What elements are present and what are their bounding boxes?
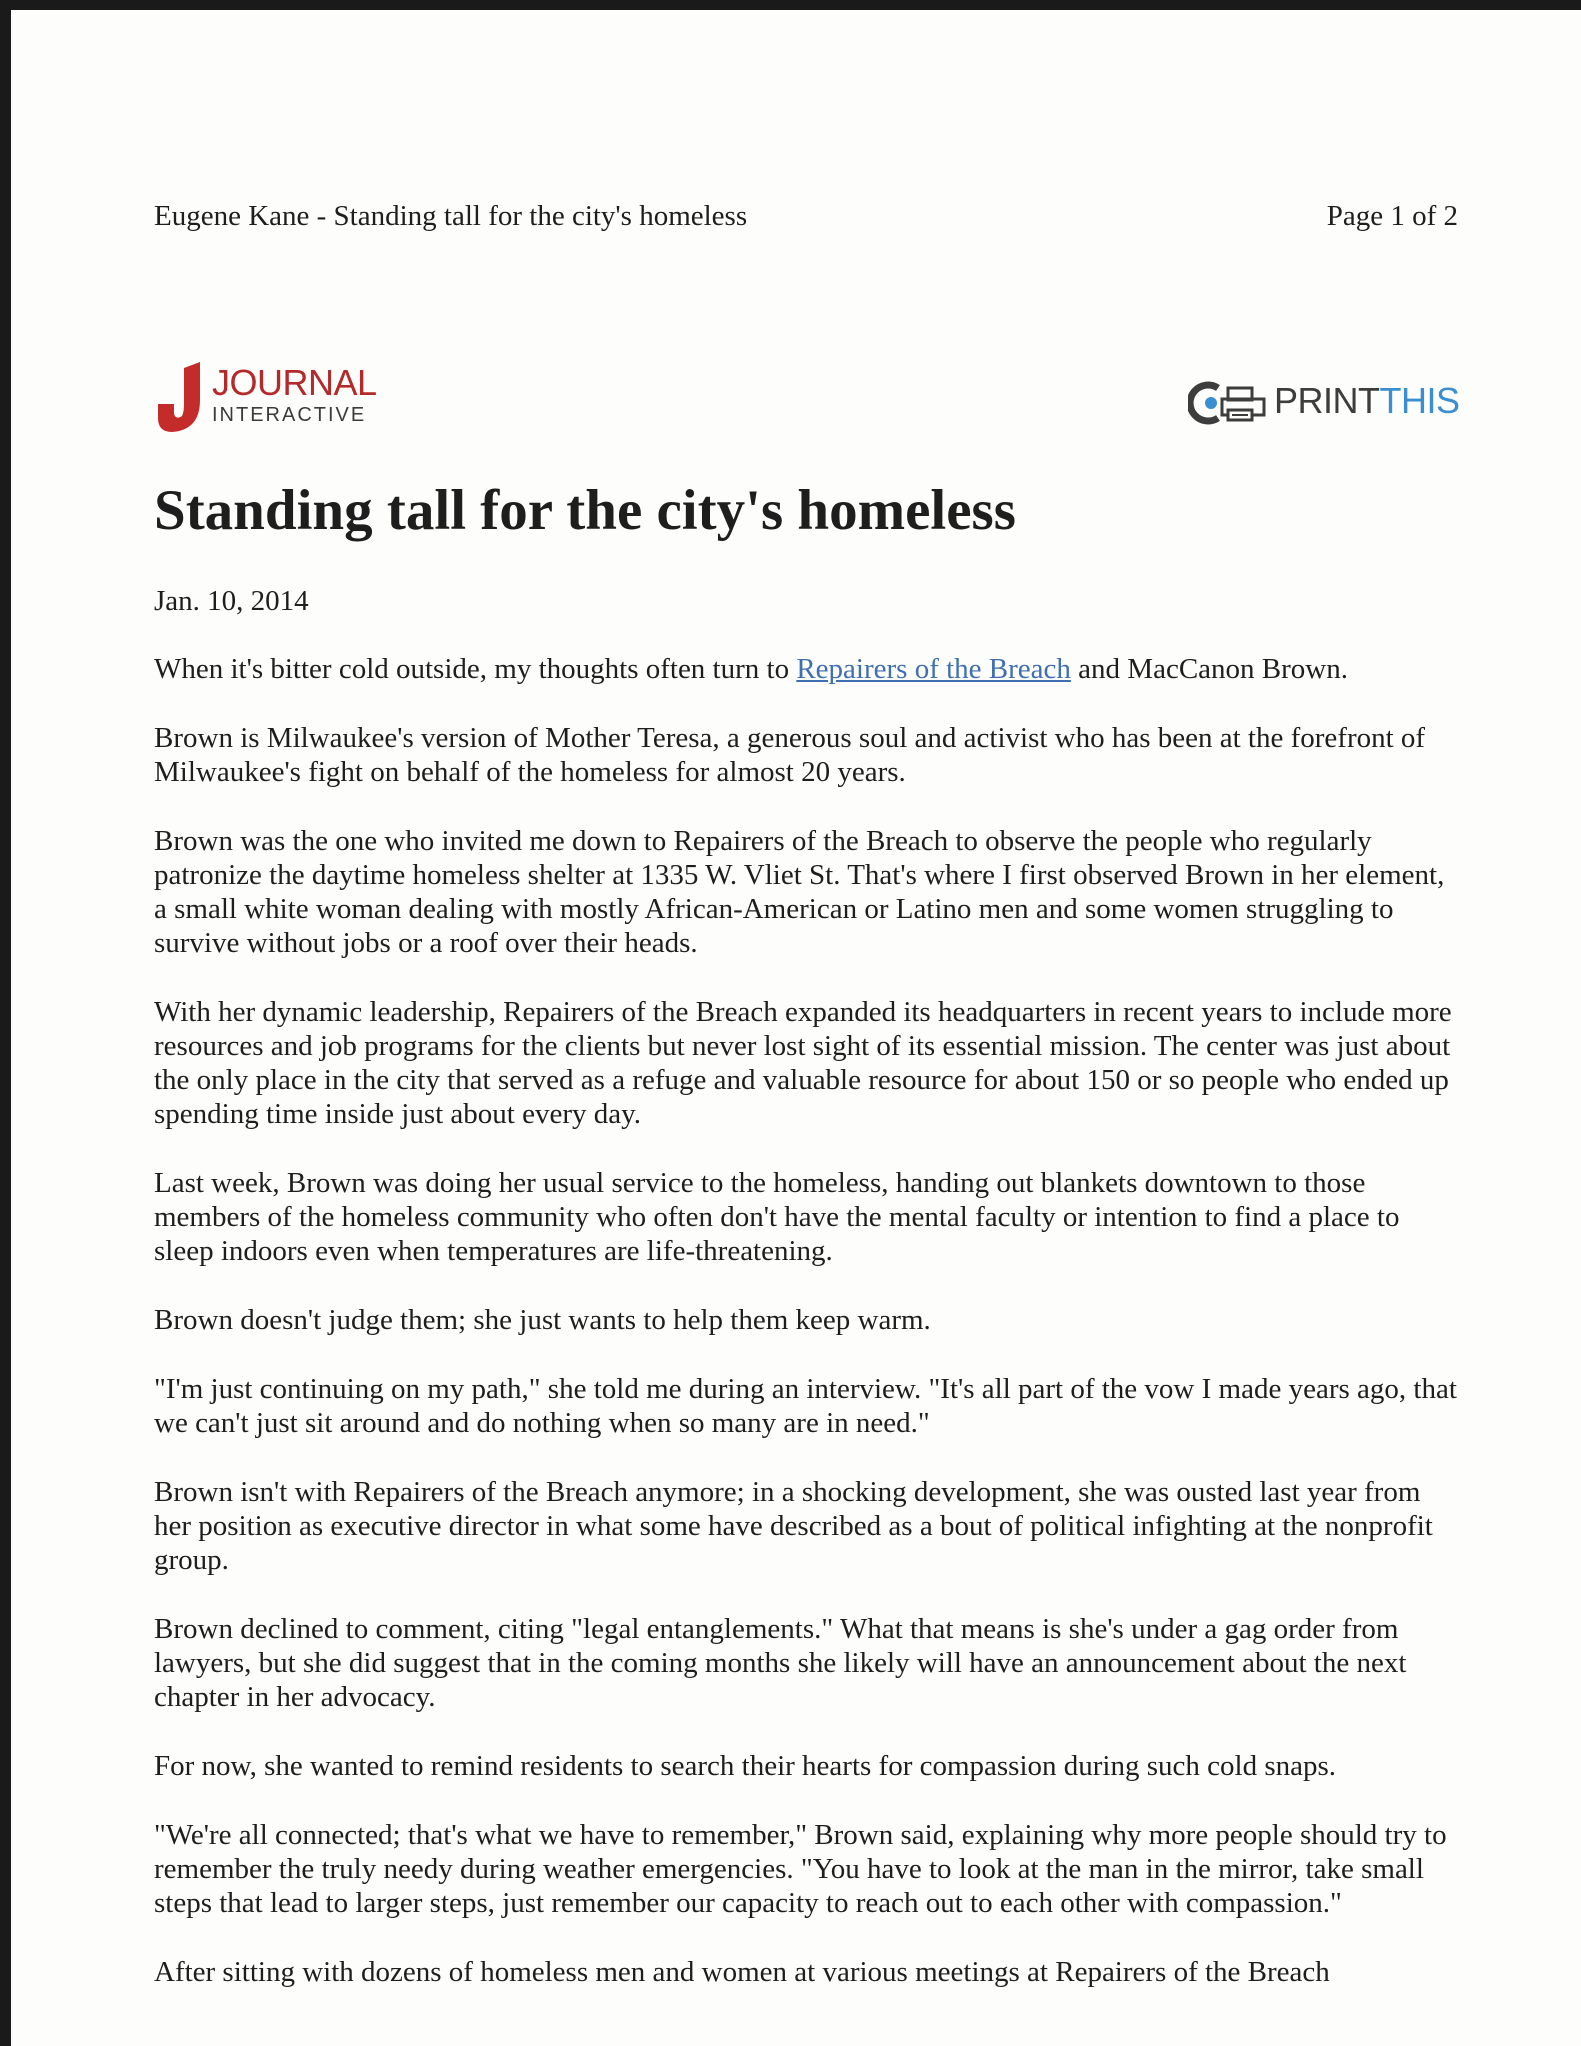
print-this-label-this: THIS <box>1379 380 1460 421</box>
article-paragraph: Brown declined to comment, citing "legal entanglements." What that means is she's under a gag order from lawyers, but she did suggest that in the coming months she likely will have an announcement about the next chapter in her advocacy. <box>154 1613 1407 1713</box>
page-number: Page 1 of 2 <box>1326 200 1458 232</box>
print-this-button[interactable] <box>1188 380 1460 428</box>
article-headline: Standing tall for the city's homeless <box>154 479 1016 542</box>
article-paragraph: With her dynamic leadership, Repairers of the Breach expanded its headquarters in recent years to include more resources and job programs for the clients but never lost sight of its essential mission. The center was just about the only place in the city that served as a refuge and valuable resource for about 150 or so people who ended up spending time inside just about every day. <box>154 996 1452 1130</box>
paragraph-text: and MacCanon Brown. <box>1070 653 1348 685</box>
article-paragraph: "I'm just continuing on my path," she told me during an interview. "It's all part of the vow I made years ago, that we can't just sit around and do nothing when so many are in need." <box>154 1373 1457 1439</box>
article-paragraph <box>154 652 1458 686</box>
paragraph-text: When it's bitter cold outside, my thoughts often turn to <box>154 653 797 685</box>
article-paragraph: Brown was the one who invited me down to Repairers of the Breach to observe the people who regularly patronize the daytime homeless shelter at 1335 W. Vliet St. That's where I first observed Brown in her element, a small white woman dealing with mostly African-American or Latino men and some women struggling to survive without jobs or a roof over their heads. <box>154 825 1445 959</box>
journal-j-icon <box>154 360 214 434</box>
article-paragraph: Brown doesn't judge them; she just wants to help them keep warm. <box>154 1304 931 1336</box>
article-body <box>154 652 1458 2024</box>
article-paragraph: Brown is Milwaukee's version of Mother Teresa, a generous soul and activist who has been at the forefront of Milwaukee's fight on behalf of the homeless for almost 20 years. <box>154 722 1426 788</box>
journal-interactive-logo <box>154 360 424 434</box>
logo-line-1: JOURNAL <box>212 362 377 403</box>
print-header <box>154 200 1458 240</box>
logo-line-2: INTERACTIVE <box>212 404 367 426</box>
scan-border-left <box>0 0 11 2046</box>
article-paragraph: "We're all connected; that's what we have to remember," Brown said, explaining why more people should try to remember the truly needy during weather emergencies. "You have to look at the man in the mirror, take small steps that lead to larger steps, just remember our capacity to reach out to each other with compassion." <box>154 1819 1447 1919</box>
print-header-title: Eugene Kane - Standing tall for the city's homeless <box>154 200 748 232</box>
article-paragraph: Last week, Brown was doing her usual service to the homeless, handing out blankets downtown to those members of the homeless community who often don't have the mental faculty or intention to find a place to sleep indoors even when temperatures are life-threatening. <box>154 1167 1400 1267</box>
printer-icon <box>1188 380 1272 428</box>
scan-border-top <box>0 0 1581 10</box>
article-paragraph: After sitting with dozens of homeless men and women at various meetings at Repairers of the Breach <box>154 1956 1330 1988</box>
print-this-label <box>1274 380 1460 422</box>
print-this-label-print: PRINT <box>1274 380 1380 421</box>
article-date: Jan. 10, 2014 <box>154 585 309 617</box>
article-paragraph: For now, she wanted to remind residents to search their hearts for compassion during such cold snaps. <box>154 1750 1337 1782</box>
article-paragraph: Brown isn't with Repairers of the Breach anymore; in a shocking development, she was ousted last year from her position as executive director in what some have described as a bout of political infighting at the nonprofit group. <box>154 1476 1433 1576</box>
repairers-of-the-breach-link[interactable]: Repairers of the Breach <box>796 653 1071 685</box>
